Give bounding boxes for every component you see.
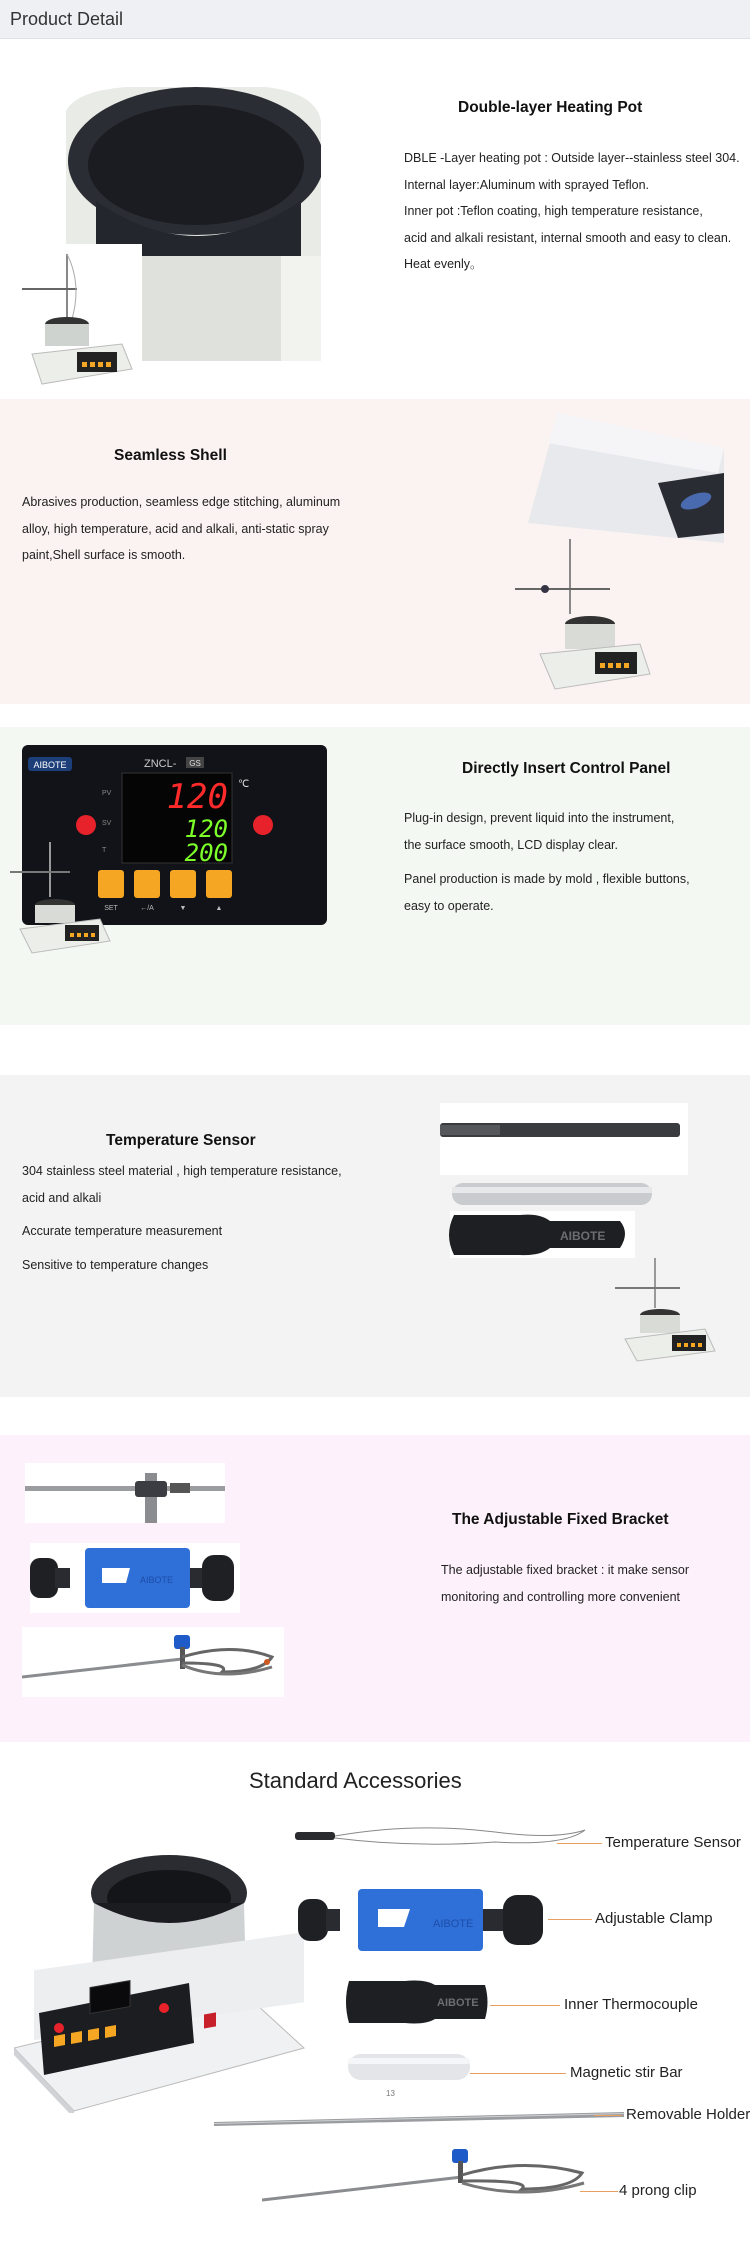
heating-stirrer-main-image [14,1843,314,2113]
text-line: alloy, high temperature, acid and alkali, anti-static spray [22,521,329,536]
adjustable-clamp-image [298,1887,550,1953]
shell-stirrer-image [510,529,660,699]
text-line: Sensitive to temperature changes [22,1257,209,1272]
accessories-title: Standard Accessories [249,1768,462,1793]
control-panel-title: Directly Insert Control Panel [462,760,671,777]
panel-label-t: T [102,847,107,854]
panel-model: ZNCL- [144,758,177,770]
fixed-bracket-description [441,1557,689,1610]
leader-line [548,1919,592,1920]
accessory-label-removable-holder: Removable Holder [626,2106,750,2123]
text-line: Inner pot :Teflon coating, high temperature resistance, [404,204,703,218]
temperature-sensor-description [22,1158,342,1278]
text-line: monitoring and controlling more convenient [441,1589,681,1604]
down-button[interactable] [170,870,196,898]
text-line: acid and alkali [22,1190,102,1205]
panel-unit: ℃ [238,779,250,790]
section-seamless-shell [0,399,750,704]
inner-thermocouple-image [345,1973,490,2031]
text-line: Panel production is made by mold , flexible buttons, [404,872,690,886]
power-indicator-left [76,815,96,835]
accessory-label-inner-thermocouple: Inner Thermocouple [564,1996,698,2013]
removable-holder-image [214,2108,624,2126]
heating-pot-description [404,145,740,278]
text-line: 304 stainless steel material , high temperature resistance, [22,1164,342,1178]
text-line: Abrasives production, seamless edge stitching, aluminum [22,495,341,509]
panel-third-display: 200 [184,839,228,867]
bracket-prong-clip-image [22,1627,284,1697]
leader-line [557,1843,602,1844]
accessory-thermocouple-brand: AIBOTE [437,1997,479,2009]
shift-button-label: ←/A [140,905,154,912]
panel-sv-display: 120 [184,815,228,843]
stir-bar-size: 13 [386,2089,395,2098]
shift-button[interactable] [134,870,160,898]
panel-pv-display: 120 [166,777,228,817]
accessory-label-four-prong-clip: 4 prong clip [619,2182,697,2199]
accessory-label-adjustable-clamp: Adjustable Clamp [595,1910,713,1927]
seamless-shell-title: Seamless Shell [114,447,227,464]
bracket-clamp-image [30,1543,240,1613]
leader-line [580,2191,618,2192]
panel-stirrer-thumbnail [10,837,120,957]
text-line: Heat evenly。 [404,257,483,271]
text-line: Accurate temperature measurement [22,1224,223,1238]
bracket-rod-image [25,1463,225,1523]
accessory-clamp-brand: AIBOTE [433,1918,474,1930]
leader-line [470,2073,566,2074]
leader-line [490,2005,560,2006]
temperature-sensor-image [295,1822,595,1852]
up-button-label: ▲ [215,905,223,912]
magnetic-stir-bar-image [348,2052,470,2102]
section-control-panel [0,727,750,1025]
power-indicator-right [253,815,273,835]
sensor-stirrer-thumbnail [610,1253,725,1363]
panel-label-sv: SV [102,820,112,827]
accessory-label-temperature-sensor: Temperature Sensor [605,1834,741,1851]
shell-closeup-image [528,413,724,543]
fixed-bracket-title: The Adjustable Fixed Bracket [452,1511,669,1528]
sensor-parts-image [440,1103,688,1258]
seamless-shell-description [22,489,340,569]
page-title: Product Detail [10,9,124,29]
panel-model-suffix: GS [189,759,201,768]
text-line: Plug-in design, prevent liquid into the instrument, [404,811,675,825]
text-line: easy to operate. [404,898,494,913]
text-line: DBLE -Layer heating pot : Outside layer--stainless steel 304. [404,151,740,165]
panel-label-pv: PV [102,790,112,797]
up-button[interactable] [206,870,232,898]
temperature-sensor-title: Temperature Sensor [106,1132,256,1149]
control-panel-description [404,805,690,919]
text-line: acid and alkali resistant, internal smooth and easy to clean. [404,230,732,245]
sensor-brand-mark: AIBOTE [560,1229,606,1243]
set-button-label: SET [104,905,118,912]
text-line: The adjustable fixed bracket : it make sensor [441,1563,690,1577]
four-prong-clip-image [262,2145,612,2205]
down-button-label: ▼ [179,905,187,912]
heating-stirrer-thumbnail [22,244,142,394]
panel-brand: AIBOTE [33,760,67,770]
clamp-brand-mark: AIBOTE [140,1575,174,1585]
leader-line [594,2115,622,2116]
heating-pot-title: Double-layer Heating Pot [458,99,643,116]
text-line: Internal layer:Aluminum with sprayed Teflon. [404,177,650,192]
text-line: the surface smooth, LCD display clear. [404,837,618,852]
accessory-label-magnetic-stir-bar: Magnetic stir Bar [570,2064,683,2081]
section-heating-pot [0,39,750,399]
section-fixed-bracket [0,1435,750,1742]
section-temperature-sensor [0,1075,750,1397]
text-line: paint,Shell surface is smooth. [22,548,186,562]
